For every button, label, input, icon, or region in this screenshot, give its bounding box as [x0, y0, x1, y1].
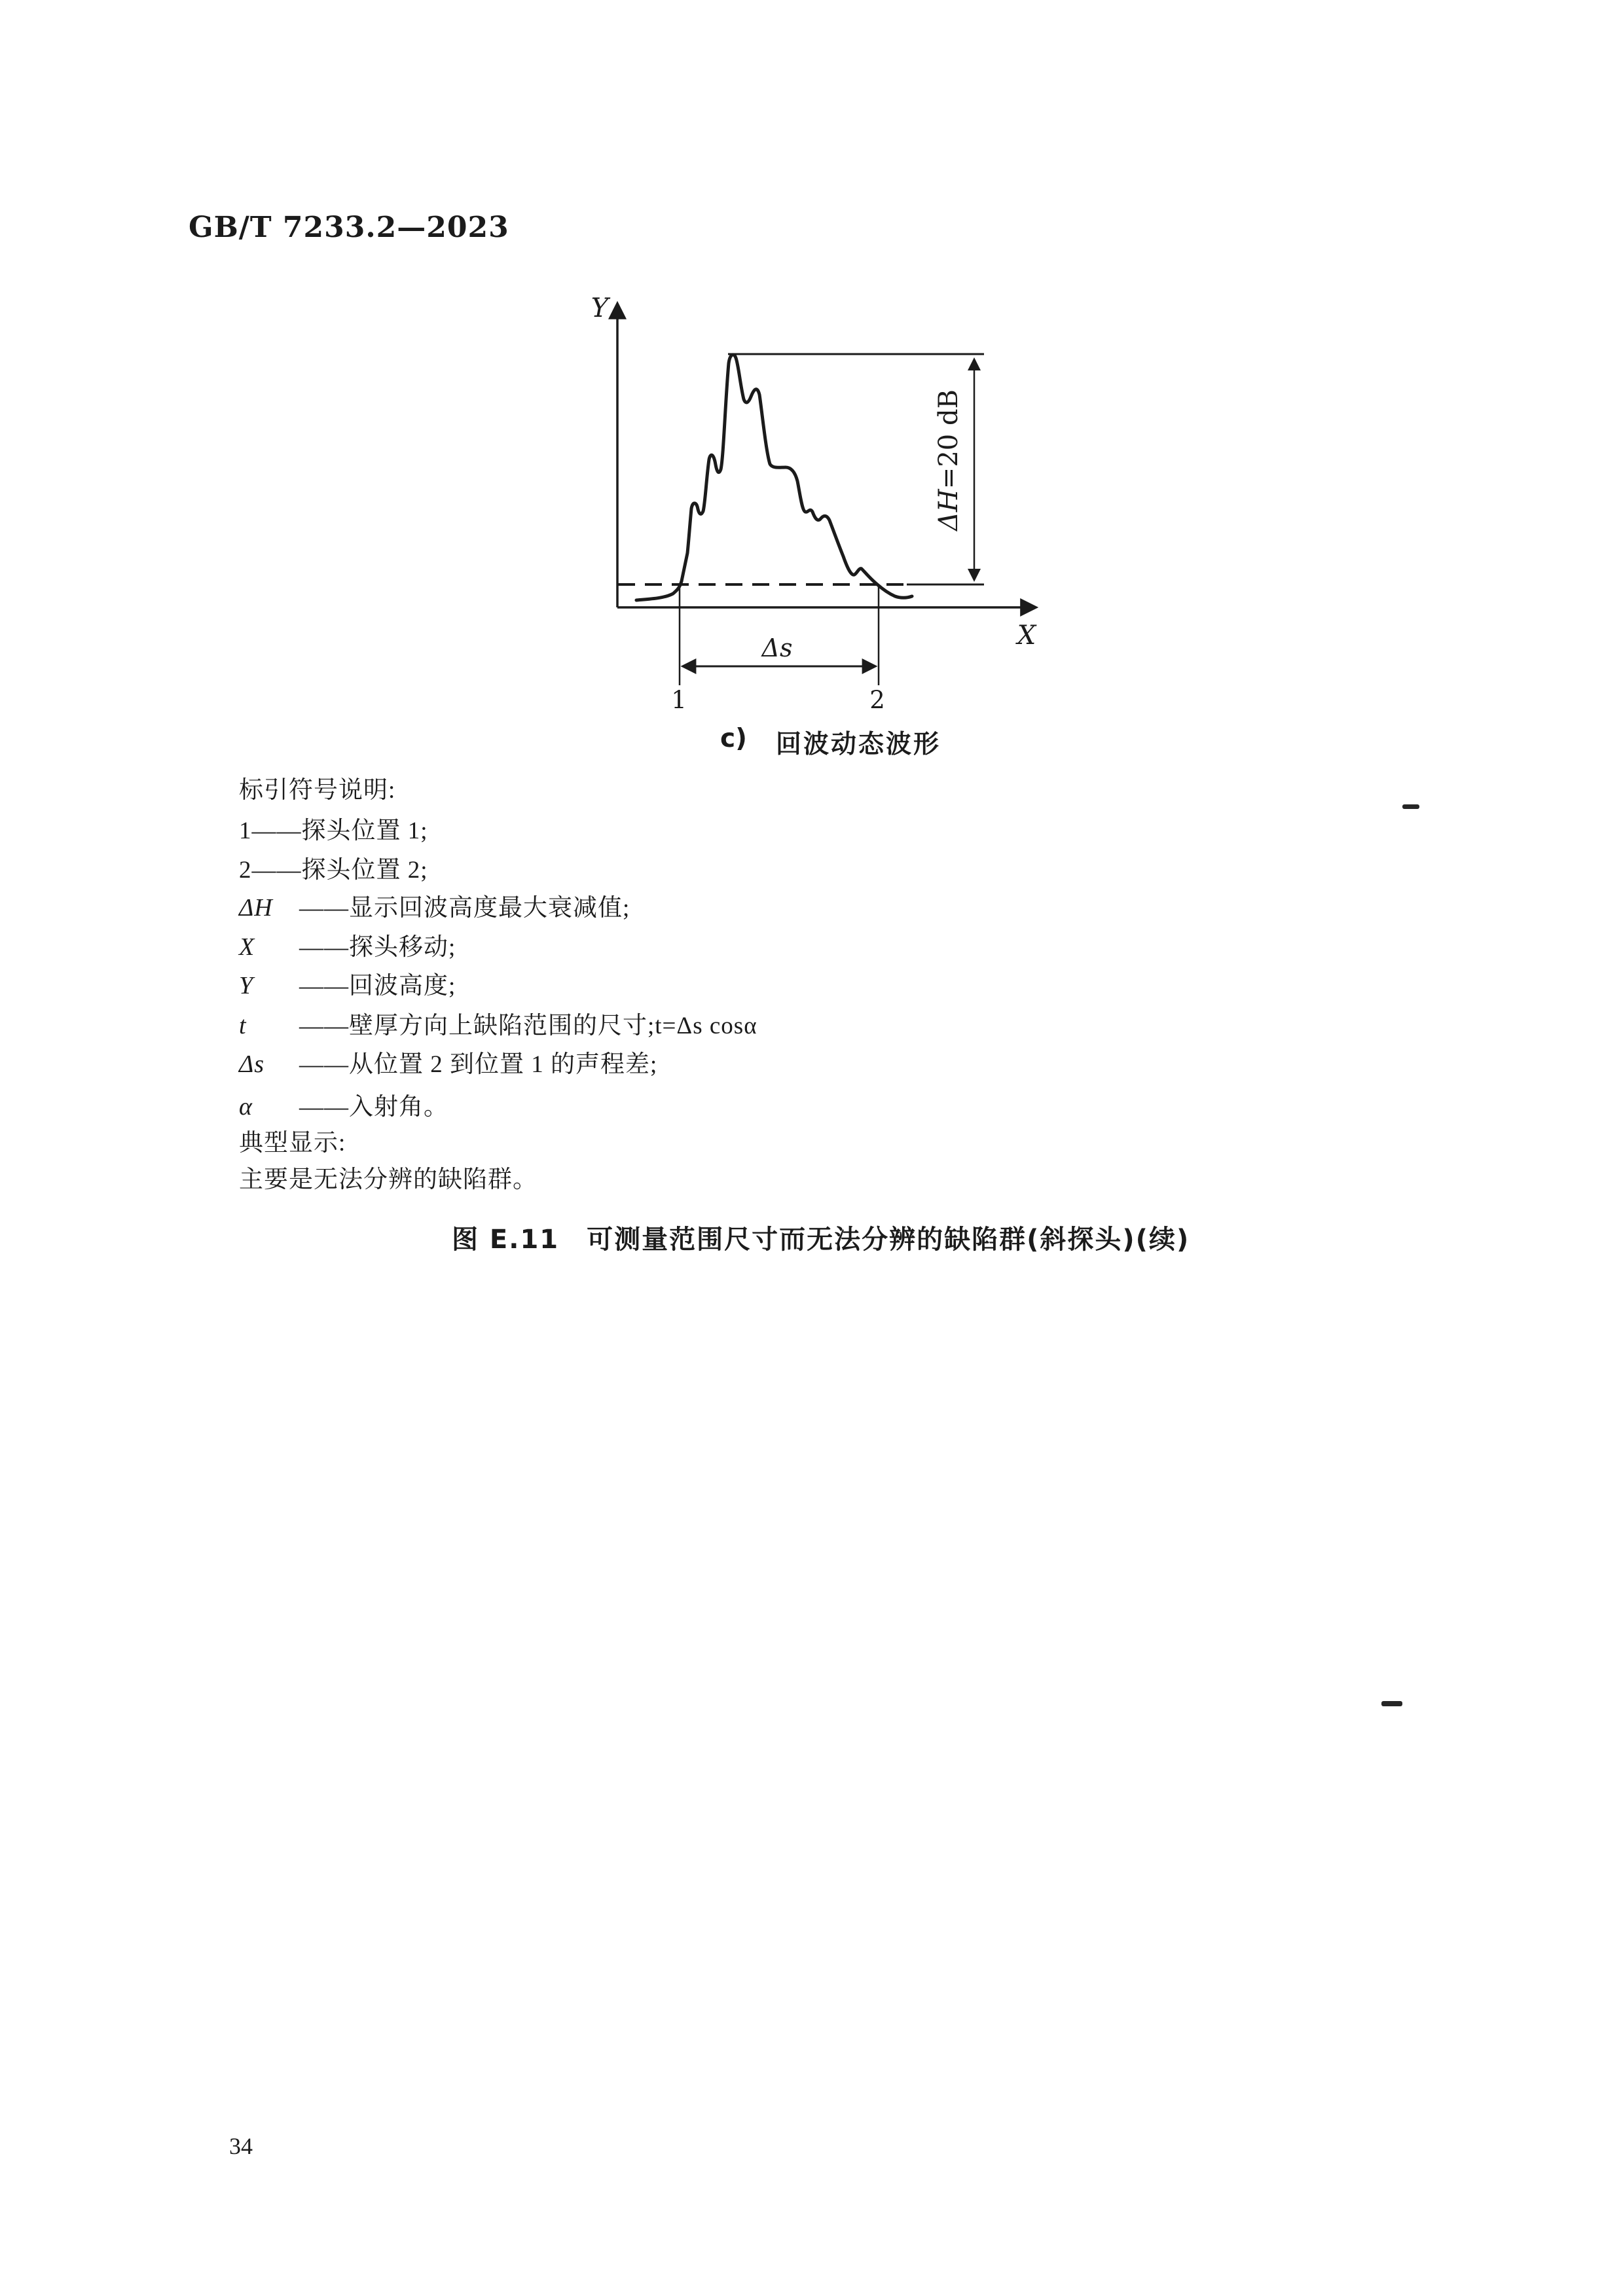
- legend-desc: ——显示回波高度最大衰减值;: [299, 895, 630, 922]
- legend-row-pos1: [239, 810, 428, 846]
- figure-caption: 图 E.11 可测量范围尺寸而无法分辨的缺陷群(斜探头)(续): [452, 1225, 1190, 1255]
- legend-row-t: [239, 1005, 757, 1041]
- waveform-curve: [636, 355, 912, 600]
- subfigure-letter: c): [720, 724, 747, 753]
- legend-symbol: α: [239, 1093, 253, 1121]
- legend-row-delta-h: [239, 888, 630, 923]
- legend-row-x: [239, 927, 456, 962]
- x-axis-label: X: [1017, 620, 1036, 651]
- legend-symbol: 1: [239, 817, 252, 844]
- legend-title: 标引符号说明:: [239, 777, 396, 804]
- legend-symbol: Y: [239, 972, 254, 999]
- typical-display-title: 典型显示:: [239, 1130, 346, 1157]
- margin-dash-mark: [1402, 804, 1419, 809]
- legend-desc: ——探头移动;: [299, 934, 456, 961]
- delta-s-label: Δs: [761, 634, 793, 662]
- margin-dash-mark: [1381, 1701, 1402, 1706]
- legend-desc: ——入射角。: [299, 1094, 448, 1121]
- legend-desc: ——探头位置 2;: [251, 857, 428, 884]
- subfigure-title: 回波动态波形: [775, 730, 941, 759]
- y-axis-label: Y: [591, 293, 609, 323]
- legend-row-delta-s: [239, 1044, 657, 1079]
- legend-row-pos2: [239, 850, 428, 885]
- legend-symbol: 2: [239, 857, 252, 884]
- position-1-label: 1: [671, 686, 687, 714]
- legend-symbol: X: [239, 933, 255, 961]
- legend-desc: ——从位置 2 到位置 1 的声程差;: [299, 1051, 658, 1078]
- legend-desc: ——探头位置 1;: [251, 817, 428, 844]
- typical-display-body: 主要是无法分辨的缺陷群。: [239, 1166, 538, 1193]
- legend-symbol: Δs: [239, 1050, 265, 1078]
- legend-desc: ——壁厚方向上缺陷范围的尺寸;t=Δs cosα: [299, 1013, 757, 1039]
- standard-number-header: GB/T 7233.2—2023: [189, 211, 509, 244]
- position-2-label: 2: [869, 686, 885, 714]
- legend-desc: ——回波高度;: [299, 973, 456, 999]
- legend-row-y: [239, 965, 456, 1001]
- page-number: 34: [229, 2133, 253, 2159]
- legend-symbol: t: [239, 1012, 247, 1039]
- waveform-chart-svg: [576, 281, 1074, 753]
- delta-h-label: ΔH=20 dB: [934, 389, 964, 531]
- subfigure-caption: [720, 724, 941, 761]
- legend-row-alpha: [239, 1086, 448, 1122]
- legend-symbol: ΔH: [239, 894, 273, 922]
- echo-dynamic-waveform-diagram: [576, 281, 1074, 753]
